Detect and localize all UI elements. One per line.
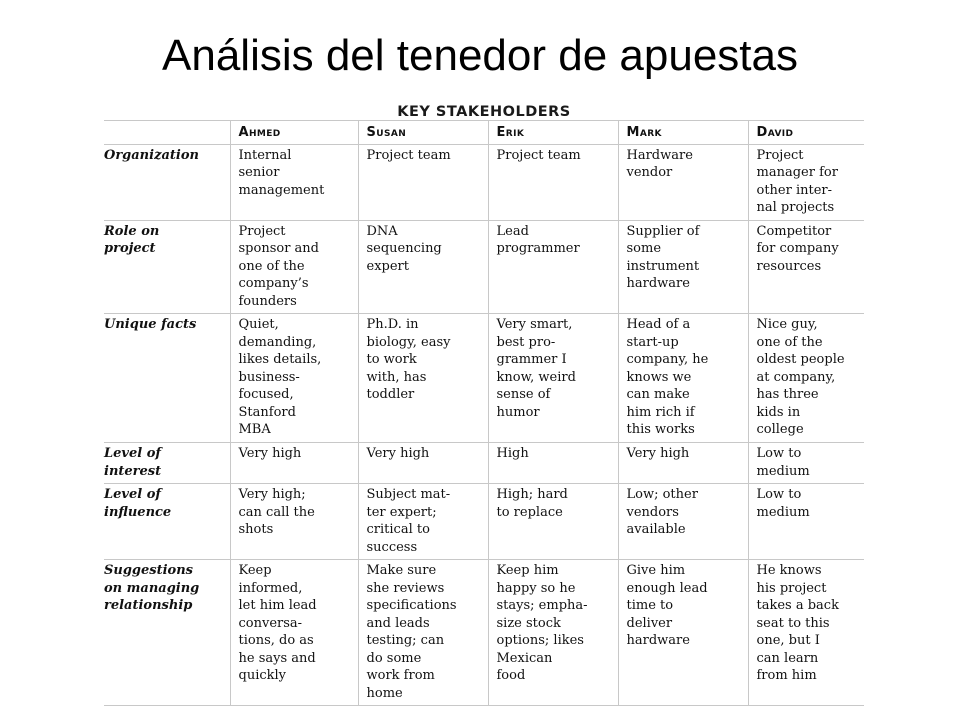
stakeholder-table [104, 120, 864, 706]
header-row [104, 121, 864, 145]
table-row-suggestions [104, 560, 864, 706]
table-row-role [104, 220, 864, 314]
table-cell: DNA sequencing expert [358, 220, 488, 314]
table-cell: He knows his project takes a back seat to this one, but I can learn from him [748, 560, 864, 706]
row-header-interest: Level of interest [104, 443, 230, 484]
table-row-organization [104, 144, 864, 220]
row-header-organization: Organization [104, 144, 230, 220]
table-cell: Keep informed, let him lead conversa- tions, do as he says and quickly [230, 560, 358, 706]
table-cell: Project manager for other inter- nal projects [748, 144, 864, 220]
table-cell: Keep him happy so he stays; empha- size stock options; likes Mexican food [488, 560, 618, 706]
table-cell: Supplier of some instrument hardware [618, 220, 748, 314]
slide-title: Análisis del tenedor de apuestas [162, 31, 798, 80]
table-cell: High [488, 443, 618, 484]
table-cell: Project team [488, 144, 618, 220]
table-cell: Internal senior management [230, 144, 358, 220]
row-header-suggestions: Suggestions on managing relationship [104, 560, 230, 706]
table-cell: Very high; can call the shots [230, 484, 358, 560]
table-cell: Very high [618, 443, 748, 484]
column-header-david: David [748, 121, 864, 145]
table-cell: Subject mat- ter expert; critical to success [358, 484, 488, 560]
table-row-interest [104, 443, 864, 484]
column-header-susan: Susan [358, 121, 488, 145]
table-cell: Low to medium [748, 484, 864, 560]
column-header-mark: Mark [618, 121, 748, 145]
table-cell: Lead programmer [488, 220, 618, 314]
table-cell: Competitor for company resources [748, 220, 864, 314]
row-header-role: Role on project [104, 220, 230, 314]
table-cell: Very high [230, 443, 358, 484]
table-cell: Quiet, demanding, likes details, business- focused, Stanford MBA [230, 314, 358, 443]
table-cell: Nice guy, one of the oldest people at company, has three kids in college [748, 314, 864, 443]
table-cell: Give him enough lead time to deliver hardware [618, 560, 748, 706]
table-cell: Hardware vendor [618, 144, 748, 220]
table-cell: Low; other vendors available [618, 484, 748, 560]
table-cell: Very high [358, 443, 488, 484]
table-row-unique-facts [104, 314, 864, 443]
table-title: KEY STAKEHOLDERS [397, 104, 571, 120]
row-header-unique-facts: Unique facts [104, 314, 230, 443]
column-header-erik: Erik [488, 121, 618, 145]
corner-cell [104, 121, 230, 145]
table-cell: Head of a start-up company, he knows we can make him rich if this works [618, 314, 748, 443]
table-cell: Low to medium [748, 443, 864, 484]
table-row-influence [104, 484, 864, 560]
table-cell: Project team [358, 144, 488, 220]
table-cell: High; hard to replace [488, 484, 618, 560]
table-cell: Make sure she reviews specifications and leads testing; can do some work from home [358, 560, 488, 706]
table-cell: Project sponsor and one of the company’s founders [230, 220, 358, 314]
column-header-ahmed: Ahmed [230, 121, 358, 145]
table-cell: Very smart, best pro- grammer I know, weird sense of humor [488, 314, 618, 443]
row-header-influence: Level of influence [104, 484, 230, 560]
table-cell: Ph.D. in biology, easy to work with, has toddler [358, 314, 488, 443]
